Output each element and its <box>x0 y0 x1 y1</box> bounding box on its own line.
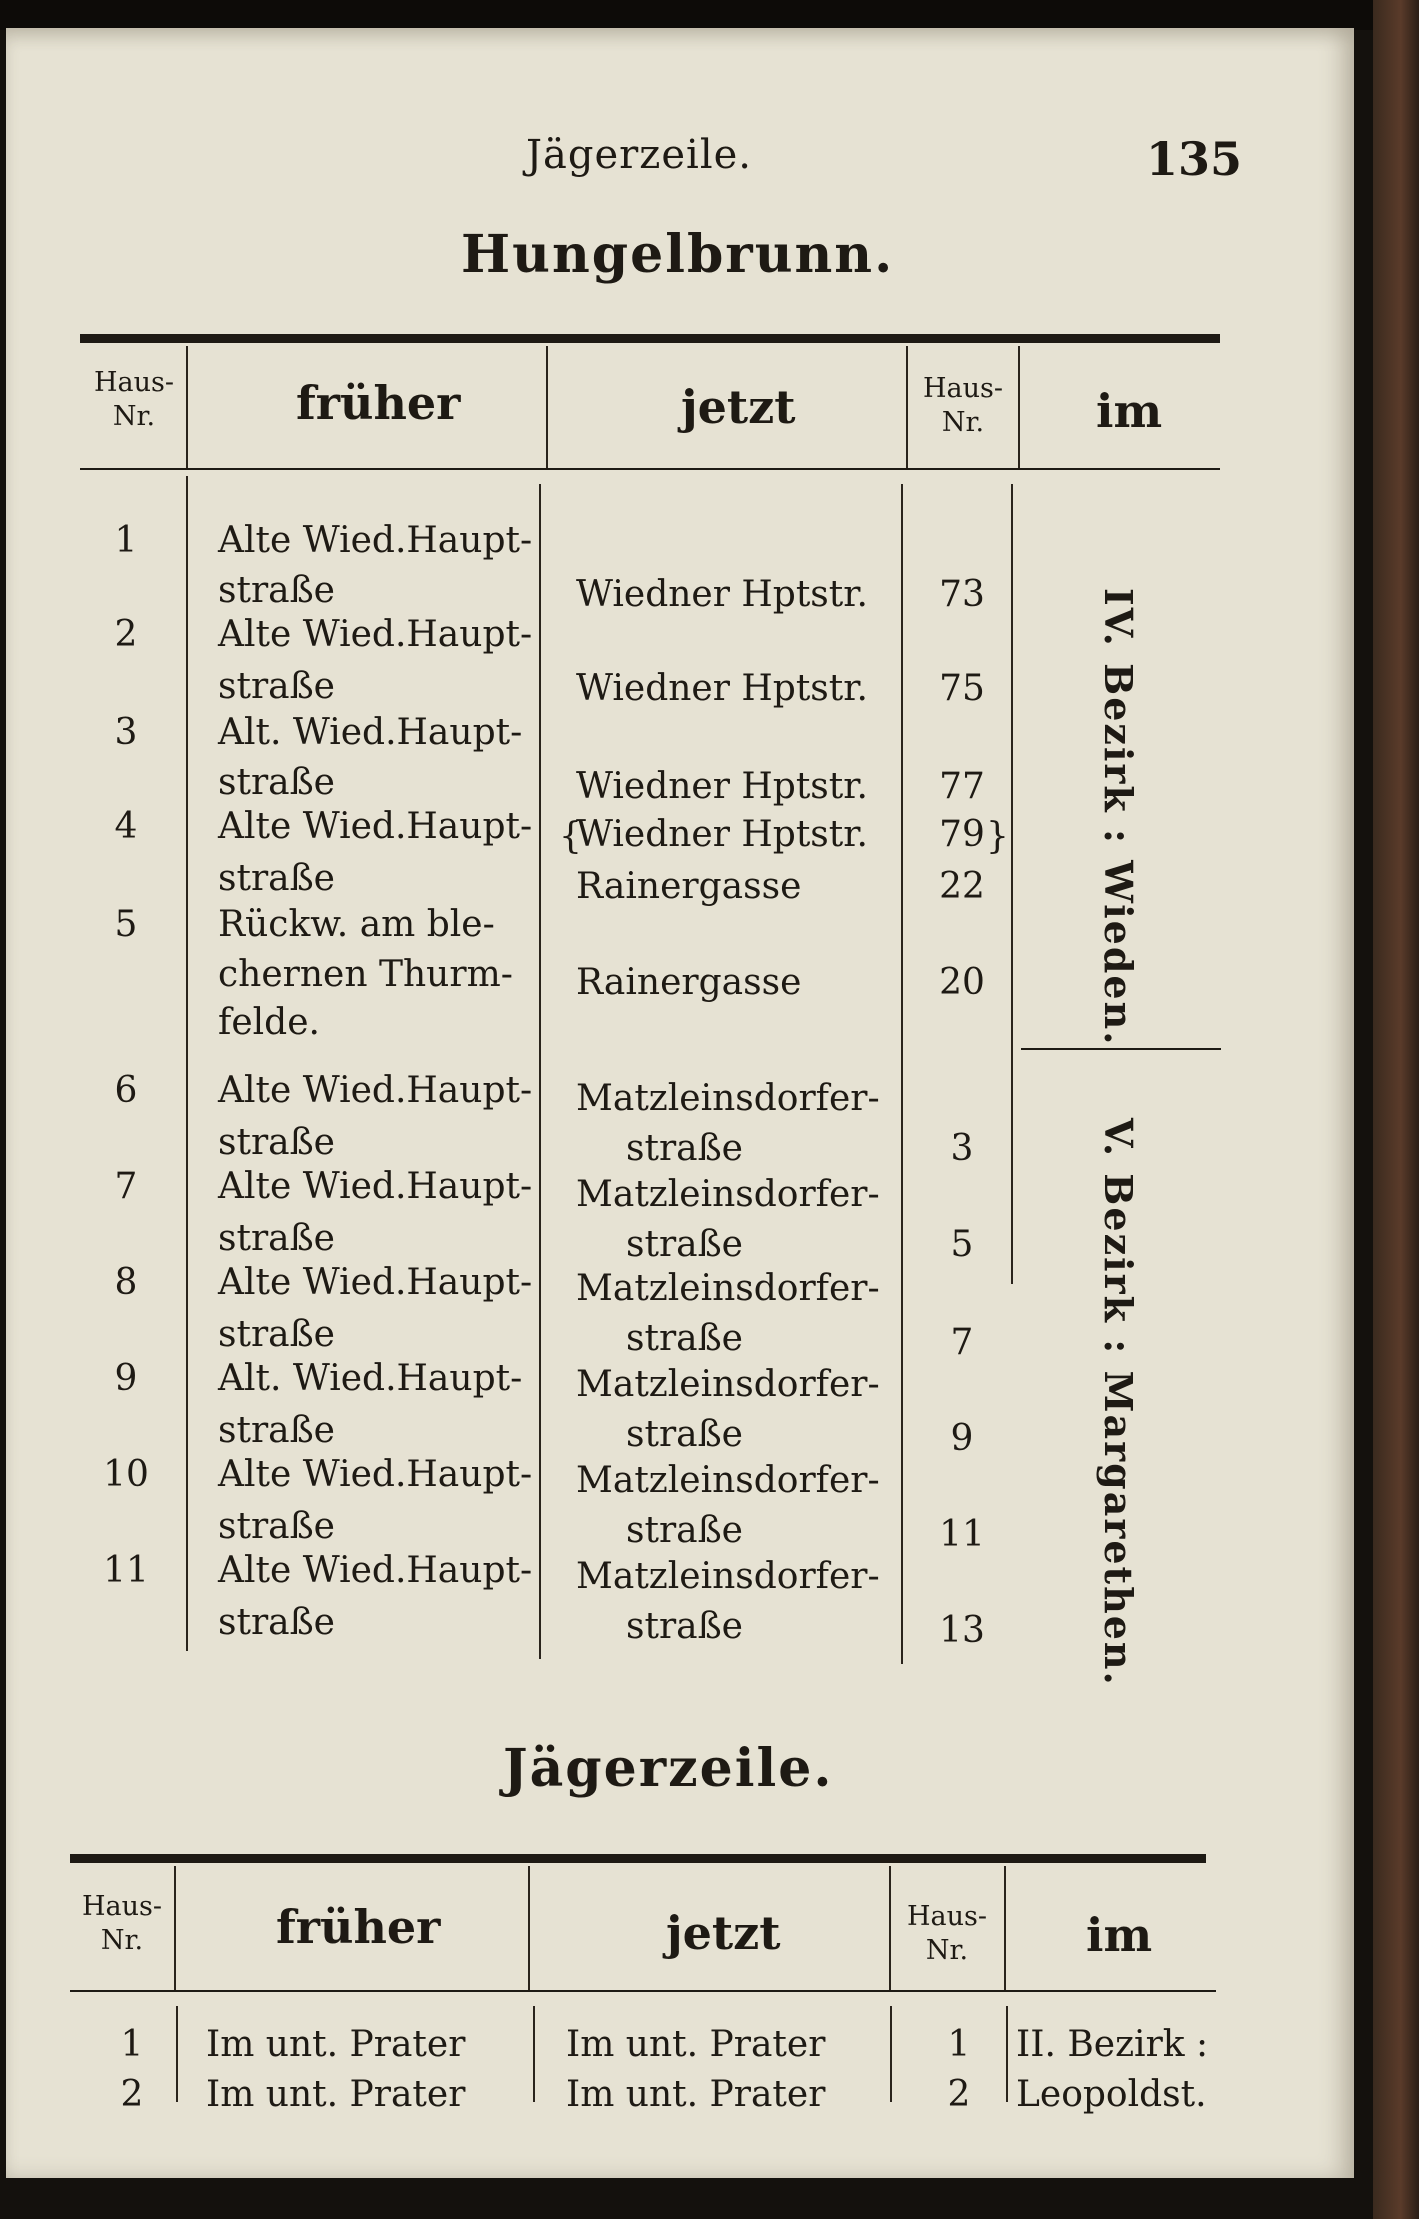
book-edge-top <box>0 0 1419 30</box>
t1-header-frueher: früher <box>296 376 461 430</box>
running-head-title: Jägerzeile. <box>526 132 752 178</box>
t2-header-jetzt: jetzt <box>666 1906 781 1960</box>
book-page: Jägerzeile. 135 Hungelbrunn. Haus- Nr. früher jetzt Haus- Nr. im 1 Alte Wied.Haupt- straße Wiedner Hptstr. 73 2 Alte Wied.Haupt- straße Wiedner Hptstr. 75 3 Alt. Wied.Haupt- straße Wiedner Hptstr. 77 4 Alte Wied.Haupt- straße { Wiedner Hptstr. Rainergasse 79 22 } 5 Rückw. am ble- chernen Thurm- felde. Rainergasse 20 6 Alte Wied.Haupt- straße Matzleinsdorfer- straße 3 7 Alte Wied.Haupt- straße Matzleinsdorfer- straße 5 8 Alte Wied.Haupt- straße Matzleinsdorfer- straße 7 9 Alt. Wied.Haupt- straße Matzleinsdorfer- straße 9 10 Alte Wied.Haupt- straße Matzleinsdorfer- straße 11 11 Alte Wied.Haupt- straße Matzleinsdorfer- straße 13 IV. Bezirk : Wieden. V. Bezirk : Margarethen. Jägerzeile. Haus- Nr. früher jetzt Haus- Nr. im 1 Im unt. Prater Im unt. Prater 1 II. Bezirk : 2 Im unt. Prater Im unt. Prater 2 Leopoldst. <box>6 28 1354 2178</box>
district-label-wieden: IV. Bezirk : Wieden. <box>1096 588 1141 1047</box>
table-row-nr: 1 <box>120 2024 144 2065</box>
t2-header-haus-nr-new: Haus- Nr. <box>906 1901 987 1966</box>
table-row-nr: 2 <box>114 614 138 655</box>
t2-header-frueher: früher <box>276 1900 441 1954</box>
t1-header-im: im <box>1096 384 1163 438</box>
district-divider <box>1021 1048 1221 1050</box>
t2-header-haus-nr: Haus- Nr. <box>81 1891 162 1956</box>
table-row-nr: 10 <box>103 1454 149 1495</box>
table-row-nr: 7 <box>114 1166 138 1207</box>
t2-header-im: im <box>1086 1908 1153 1962</box>
table2-header-rule <box>70 1990 1216 1992</box>
table-row-nr: 4 <box>114 806 138 847</box>
page-number: 135 <box>1146 132 1243 186</box>
table-row-nr: 3 <box>114 712 138 753</box>
t1-header-jetzt: jetzt <box>681 380 796 434</box>
table-row-nr: 5 <box>114 904 138 945</box>
table-row-nr: 1 <box>114 520 138 561</box>
t1-header-haus-nr-new: Haus- Nr. <box>922 373 1003 438</box>
district-label-margarethen: V. Bezirk : Margarethen. <box>1096 1118 1141 1687</box>
table-row-nr: 6 <box>114 1070 138 1111</box>
table1-header-rule <box>80 468 1220 470</box>
table-row-nr: 8 <box>114 1262 138 1303</box>
table2-top-rule <box>70 1854 1206 1863</box>
t1-header-haus-nr: Haus- Nr. <box>93 367 174 432</box>
table1-top-rule <box>80 334 1220 343</box>
book-spine <box>1373 0 1419 2219</box>
section-title-hungelbrunn: Hungelbrunn. <box>461 224 895 285</box>
table-row-nr: 9 <box>114 1358 138 1399</box>
section-title-jaegerzeile: Jägerzeile. <box>503 1738 834 1799</box>
table-row-nr: 11 <box>103 1550 149 1591</box>
table-row-nr: 2 <box>120 2074 144 2115</box>
